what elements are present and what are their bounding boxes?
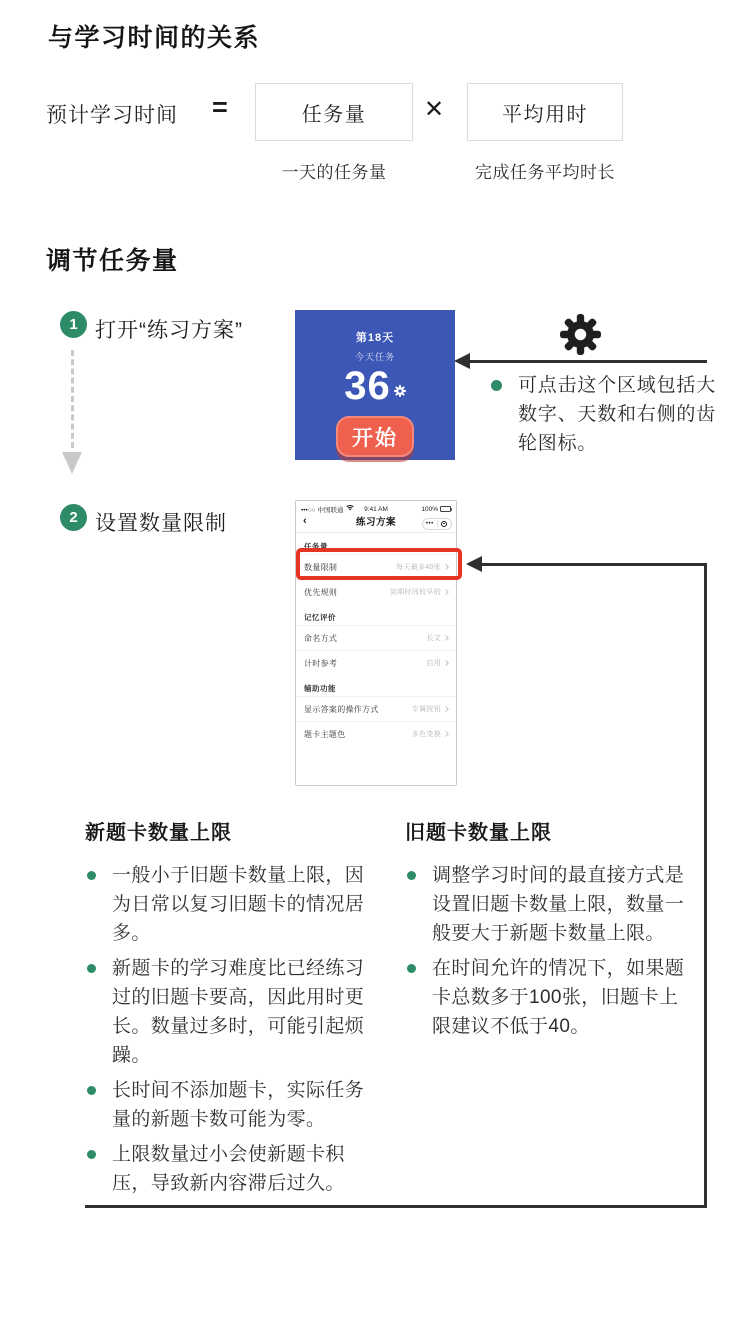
chevron-right-icon	[443, 589, 449, 595]
circled-dot-icon[interactable]	[437, 521, 451, 527]
chevron-right-icon	[443, 731, 449, 737]
arrow-to-card-head	[454, 353, 470, 369]
bullet-dot	[407, 964, 416, 973]
list-item: 一般小于旧题卡数量上限，因为日常以复习旧题卡的情况居多。	[85, 861, 367, 948]
formula-lhs: 预计学习时间	[46, 104, 178, 127]
wifi-icon	[346, 505, 354, 513]
section-header-task-amount: 任务量	[304, 542, 328, 551]
bullet-dot	[87, 1150, 96, 1159]
settings-row-priority-rule[interactable]: 优先规则 到期时间较早的	[296, 579, 456, 604]
settings-row-timing-reference[interactable]: 计时参考 启用	[296, 650, 456, 675]
app-card-count: 36	[344, 364, 391, 408]
more-icon[interactable]: •••	[425, 520, 434, 527]
app-card-task-label: 今天任务	[354, 352, 395, 362]
bullet-dot	[87, 964, 96, 973]
list-item: 上限数量过小会使新题卡积压，导致新内容滞后过久。	[85, 1140, 367, 1198]
bottom-rule	[85, 1205, 707, 1208]
battery-group	[388, 506, 451, 513]
gear-icon	[560, 314, 601, 360]
start-button[interactable]: 开始	[336, 416, 414, 457]
list-item: 调整学习时间的最直接方式是设置旧题卡数量上限，数量一般要大于新题卡数量上限。	[405, 861, 697, 948]
app-card-day: 第18天	[355, 332, 395, 344]
formula-factor2: 平均用时	[502, 103, 588, 126]
bullet-list-old-cards	[405, 861, 705, 1041]
battery-icon	[440, 506, 451, 512]
phone-settings-screenshot	[295, 500, 457, 786]
section-header-memory-rating: 记忆评价	[304, 613, 336, 622]
equals-sign: =	[212, 92, 228, 122]
settings-row-answer-action[interactable]: 显示答案的操作方式 专属按钮	[296, 696, 456, 721]
step-2-badge: 2	[60, 504, 87, 531]
list-item: 在时间允许的情况下，如果题卡总数多于100张，旧题卡上限建议不低于40。	[405, 954, 697, 1041]
multiply-icon: ✕	[424, 96, 445, 123]
callout-bullet-dot	[491, 380, 502, 391]
section-title-adjust-tasks: 调节任务量	[46, 247, 179, 275]
list-item: 长时间不添加题卡，实际任务量的新题卡数可能为零。	[85, 1076, 367, 1134]
status-bar	[296, 501, 456, 514]
list-item: 新题卡的学习难度比已经练习过的旧题卡要高，因此用时更长。数量过多时，可能引起烦躁。	[85, 954, 367, 1070]
formula-box-task-amount	[255, 83, 413, 141]
settings-row-quantity-limit[interactable]: 数量限制 每天最多40张	[296, 554, 456, 579]
nav-bar	[296, 514, 456, 533]
settings-row-naming-method[interactable]: 命名方式 长文	[296, 625, 456, 650]
gear-icon[interactable]	[394, 384, 406, 402]
bullet-list-new-cards	[85, 861, 375, 1198]
app-card-count-row	[344, 363, 406, 409]
battery-percent: 100%	[421, 505, 439, 513]
chevron-right-icon	[443, 635, 449, 641]
formula-box-average-time	[467, 83, 623, 141]
step-1-label: 打开“练习方案”	[95, 319, 243, 342]
factor1-caption: 一天的任务量	[281, 163, 387, 182]
back-chevron-icon[interactable]: ‹	[303, 515, 307, 527]
carrier-label: •••○○ 中国联通	[301, 506, 344, 514]
column-heading-new-cards: 新题卡数量上限	[85, 822, 232, 844]
arrow-to-row-line	[481, 563, 707, 566]
formula-factor1: 任务量	[301, 103, 367, 126]
step-2-label: 设置数量限制	[95, 512, 227, 535]
arrow-to-card-line	[469, 360, 707, 363]
status-time: 9:41 AM	[364, 505, 388, 513]
nav-title: 练习方案	[355, 517, 396, 528]
bullet-dot	[87, 871, 96, 880]
settings-row-card-theme[interactable]: 题卡主题色 多色变换	[296, 721, 456, 746]
column-old-cards	[405, 816, 705, 1047]
section-header-aux-functions: 辅助功能	[304, 684, 336, 693]
step-connector-arrowhead	[62, 452, 82, 474]
app-card-screenshot[interactable]	[295, 310, 455, 460]
bullet-dot	[407, 871, 416, 880]
miniprogram-capsule[interactable]	[422, 518, 452, 530]
column-new-cards	[85, 816, 375, 1204]
section-title-study-time: 与学习时间的关系	[48, 24, 261, 52]
factor2-caption: 完成任务平均时长	[475, 163, 615, 182]
column-heading-old-cards: 旧题卡数量上限	[405, 822, 552, 844]
carrier-signal	[301, 505, 364, 514]
arrow-to-row-head	[466, 556, 482, 572]
callout-text: 可点击这个区域包括大数字、天数和右侧的齿轮图标。	[518, 375, 717, 454]
step-connector-dashed-line	[71, 350, 74, 448]
chevron-right-icon	[443, 660, 449, 666]
chevron-right-icon	[443, 564, 449, 570]
chevron-right-icon	[443, 706, 449, 712]
step-1-badge: 1	[60, 311, 87, 338]
bullet-dot	[87, 1086, 96, 1095]
